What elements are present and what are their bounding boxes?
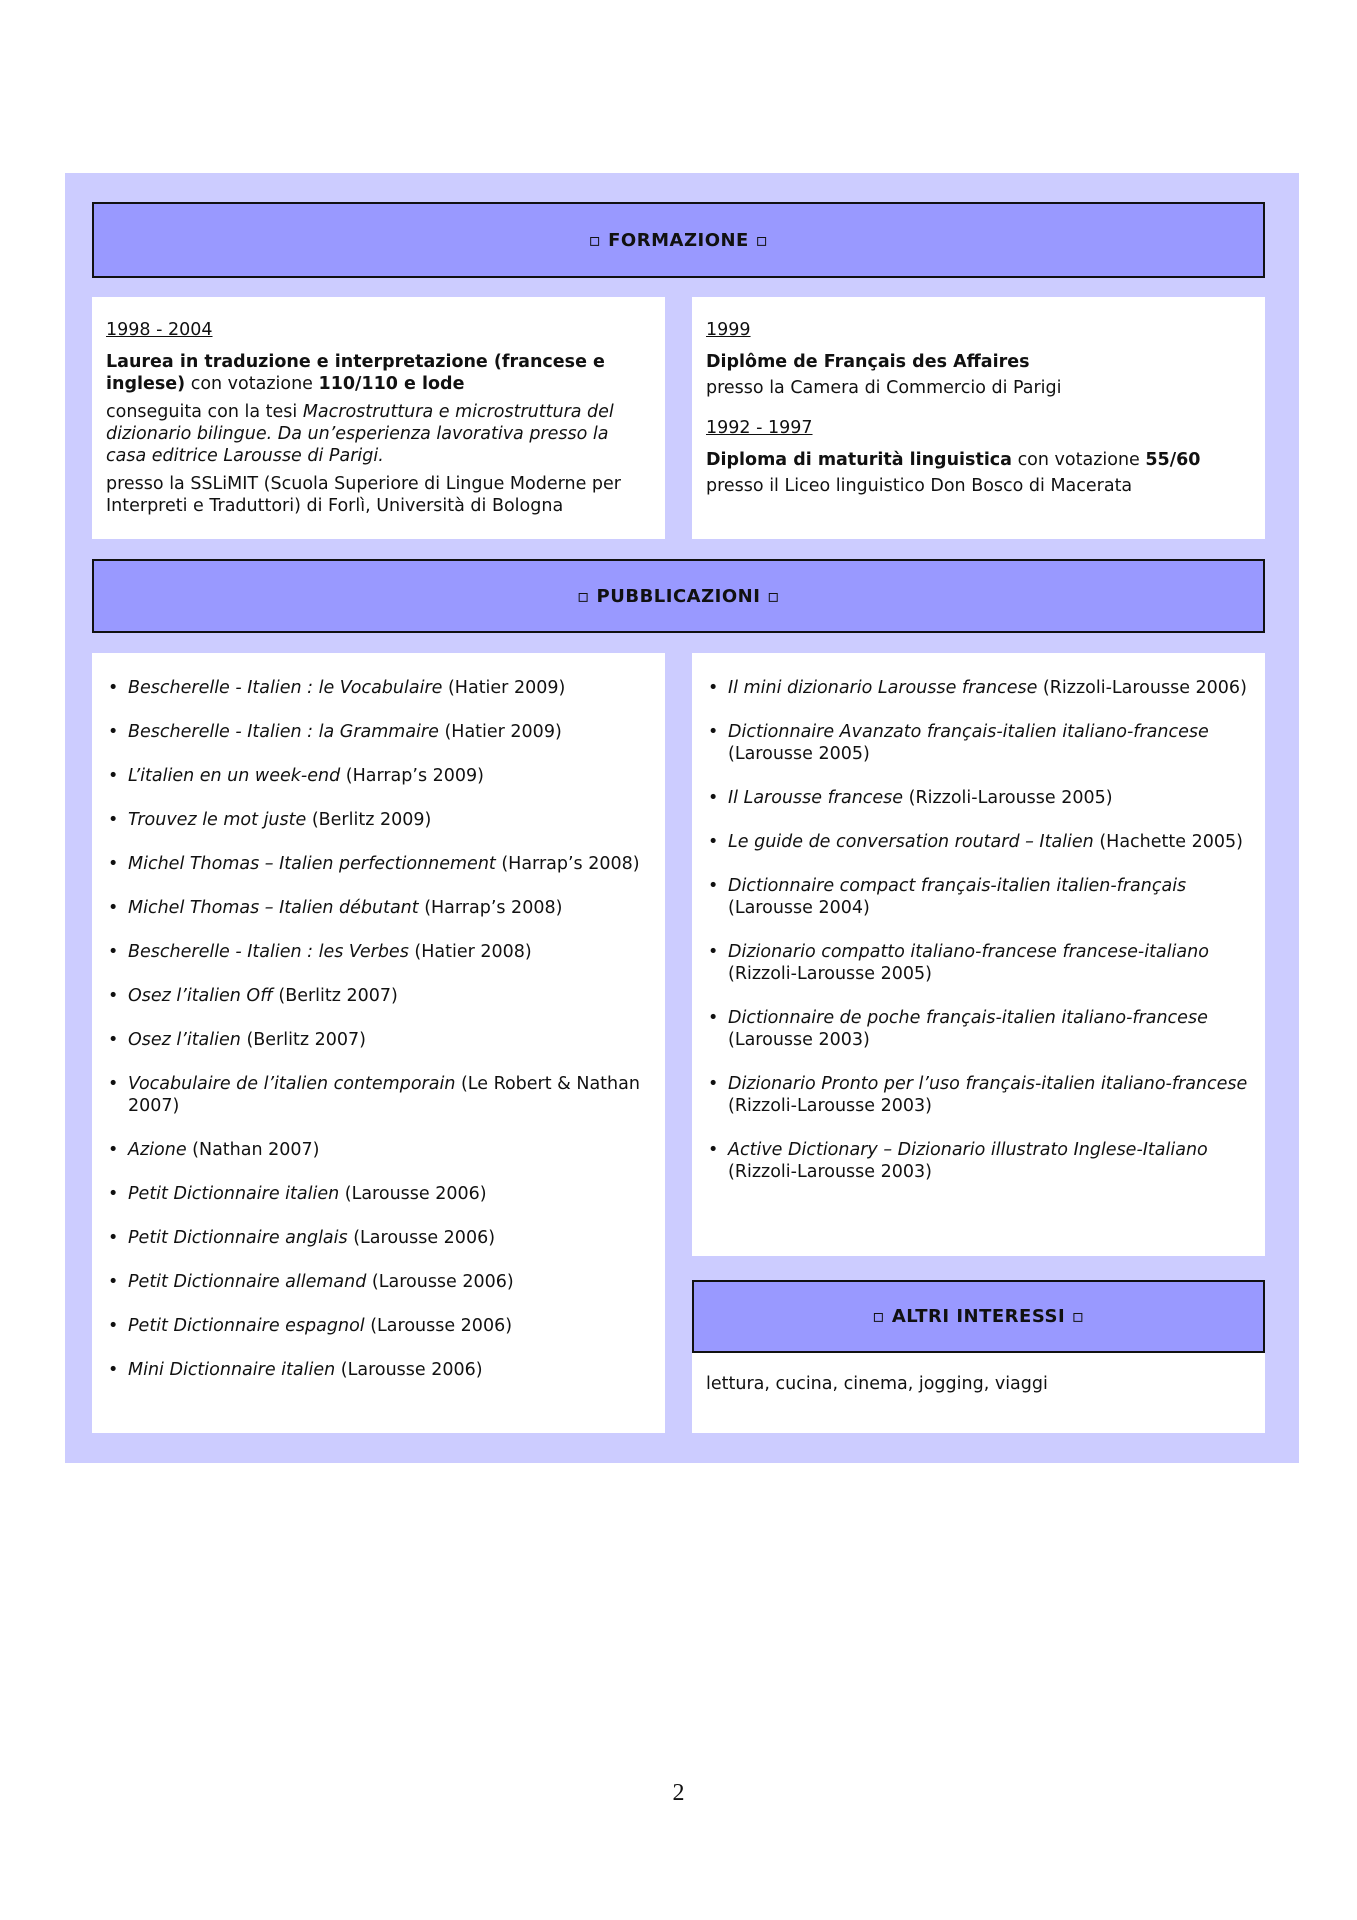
grade-prefix: con votazione [185,374,319,394]
publication-title: L’italien en un week-end [128,766,341,786]
publication-title: Dictionnaire de poche français-italien italiano-francese [728,1008,1208,1028]
publication-publisher: (Hatier 2008) [408,942,532,962]
education-entry [706,319,1251,399]
publication-title: Dictionnaire compact français-italien italien-français [728,876,1187,896]
grade-prefix: con votazione [1012,450,1146,470]
publication-publisher: (Larousse 2005) [728,744,870,764]
publication-publisher: (Berlitz 2009) [306,810,432,830]
publication-item [106,765,651,787]
publication-item [106,1271,651,1293]
publication-list-left [106,677,651,1381]
publication-item [706,941,1251,985]
formazione-header [92,202,1265,278]
publication-title: Osez l’italien Off [128,986,273,1006]
publication-title: Il mini dizionario Larousse francese [728,678,1038,698]
publication-publisher: (Harrap’s 2008) [418,898,563,918]
publication-item [106,1359,651,1381]
publication-publisher: (Rizzoli-Larousse 2005) [903,788,1113,808]
publication-publisher: (Larousse 2003) [728,1030,870,1050]
pubblicazioni-header [92,559,1265,633]
publication-title: Mini Dictionnaire italien [128,1360,336,1380]
publication-item [706,1139,1251,1183]
publication-title: Le guide de conversation routard – Italien [728,832,1094,852]
publication-title: Bescherelle - Italien : le Vocabulaire [128,678,443,698]
publication-publisher: (Larousse 2006) [335,1360,483,1380]
publication-title: Il Larousse francese [728,788,904,808]
publication-publisher: (Larousse 2006) [366,1272,514,1292]
education-place: presso la Camera di Commercio di Parigi [706,378,1062,398]
formazione-header-label: ▫ FORMAZIONE ▫ [588,229,769,251]
publication-item [106,985,651,1007]
publication-item [706,787,1251,809]
interessi-text: lettura, cucina, cinema, jogging, viaggi [706,1374,1048,1394]
publication-publisher: (Harrap’s 2009) [340,766,484,786]
publication-title: Trouvez le mot juste [128,810,307,830]
publication-item [706,1073,1251,1117]
education-grade: 110/110 e lode [318,374,465,394]
publication-item [706,677,1251,699]
education-degree [706,449,1251,471]
publication-item [106,853,651,875]
education-degree [106,351,651,395]
publication-title: Bescherelle - Italien : la Grammaire [128,722,439,742]
publication-item [106,1139,651,1161]
publication-title: Bescherelle - Italien : les Verbes [128,942,409,962]
publication-title: Osez l’italien [128,1030,241,1050]
publication-publisher: (Hachette 2005) [1093,832,1243,852]
education-list [706,319,1251,497]
publication-title: Petit Dictionnaire anglais [128,1228,348,1248]
publication-item [106,677,651,699]
publication-title: Azione [128,1140,187,1160]
interessi-header [692,1280,1265,1353]
publication-publisher: (Rizzoli-Larousse 2003) [728,1096,932,1116]
publication-publisher: (Harrap’s 2008) [495,854,640,874]
education-title: Diploma di maturità linguistica [706,450,1012,470]
publication-publisher: (Berlitz 2007) [272,986,398,1006]
publication-publisher: (Hatier 2009) [438,722,562,742]
education-place: presso la SSLiMIT (Scuola Superiore di Lingue Moderne per Interpreti e Traduttori) di Forlì, Università di Bologna [106,474,621,516]
publication-list-right [706,677,1251,1183]
publication-publisher: (Rizzoli-Larousse 2003) [728,1162,932,1182]
publication-title: Active Dictionary – Dizionario illustrato Inglese-Italiano [728,1140,1208,1160]
education-title: Laurea in traduzione e interpretazione (francese e inglese) [106,352,605,394]
education-date: 1992 - 1997 [706,418,813,438]
thesis-prefix: conseguita con la tesi [106,402,303,422]
publication-title: Michel Thomas – Italien perfectionnement [128,854,496,874]
publication-item [106,1029,651,1051]
education-date: 1998 - 2004 [106,320,213,340]
publication-title: Michel Thomas – Italien débutant [128,898,419,918]
education-entry [706,417,1251,497]
publication-title: Dizionario compatto italiano-francese francese-italiano [728,942,1209,962]
publication-publisher: (Larousse 2004) [728,898,870,918]
publication-item [106,1227,651,1249]
pubblicazioni-right-panel [692,653,1265,1256]
education-degree [706,351,1251,373]
publication-item [106,1315,651,1337]
thesis-title: Macrostruttura e microstruttura del dizionario bilingue. Da un’esperienza lavorativa presso la casa editrice Larousse di Parigi. [106,402,614,466]
publication-publisher: (Nathan 2007) [186,1140,320,1160]
education-title: Diplôme de Français des Affaires [706,352,1030,372]
pubblicazioni-header-label: ▫ PUBBLICAZIONI ▫ [577,585,780,607]
publication-title: Dictionnaire Avanzato français-italien italiano-francese [728,722,1209,742]
interessi-panel [692,1353,1265,1433]
page-number: 2 [672,1780,685,1806]
formazione-left-panel [92,297,665,539]
publication-title: Petit Dictionnaire italien [128,1184,340,1204]
publication-item [706,875,1251,919]
education-thesis [106,401,651,467]
publication-title: Vocabulaire de l’italien contemporain [128,1074,456,1094]
formazione-right-panel [692,297,1265,539]
education-place: presso il Liceo linguistico Don Bosco di Macerata [706,476,1133,496]
education-grade: 55/60 [1145,450,1201,470]
pubblicazioni-left-panel [92,653,665,1433]
publication-item [106,1183,651,1205]
education-date: 1999 [706,320,751,340]
publication-item [706,831,1251,853]
publication-title: Petit Dictionnaire allemand [128,1272,367,1292]
publication-item [706,1007,1251,1051]
interessi-header-label: ▫ ALTRI INTERESSI ▫ [872,1306,1085,1327]
publication-item [706,721,1251,765]
publication-publisher: (Hatier 2009) [442,678,566,698]
publication-title: Dizionario Pronto per l’uso français-italien italiano-francese [728,1074,1248,1094]
publication-publisher: (Berlitz 2007) [240,1030,366,1050]
publication-title: Petit Dictionnaire espagnol [128,1316,365,1336]
publication-item [106,721,651,743]
publication-publisher: (Rizzoli-Larousse 2005) [728,964,932,984]
publication-publisher: (Larousse 2006) [364,1316,513,1336]
publication-publisher: (Rizzoli-Larousse 2006) [1037,678,1247,698]
publication-item [106,1073,651,1117]
publication-publisher: (Le Robert & Nathan 2007) [128,1074,640,1116]
publication-item [106,897,651,919]
publication-item [106,941,651,963]
publication-publisher: (Larousse 2006) [339,1184,487,1204]
publication-publisher: (Larousse 2006) [347,1228,496,1248]
publication-item [106,809,651,831]
